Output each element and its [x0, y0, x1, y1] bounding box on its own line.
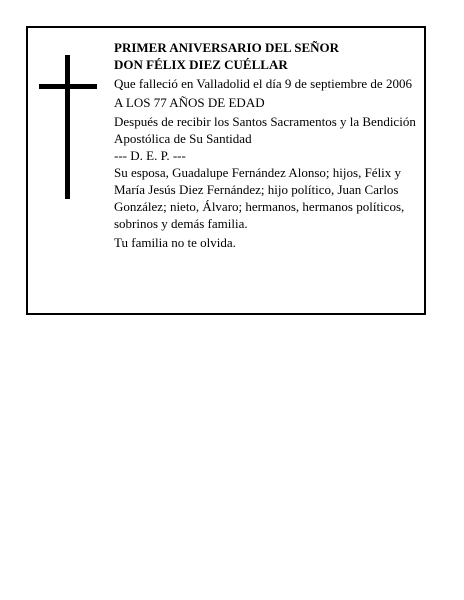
sacraments-line: Después de recibir los Santos Sacramentos y la Bendición Apostólica de Su Santidad — [114, 114, 416, 146]
heading-line-1: PRIMER ANIVERSARIO DEL SEÑOR — [114, 40, 340, 55]
heading-line-2: DON FÉLIX DIEZ CUÉLLAR — [114, 57, 288, 72]
obituary-notice — [26, 26, 426, 315]
family-line: Su esposa, Guadalupe Fernández Alonso; hijos, Félix y María Jesús Diez Fernández; hijo político, Juan Carlos González; nieto, Álvaro; hermanos, hermanos políticos, sobrinos y demás familia. — [114, 165, 405, 231]
notice-text — [114, 39, 424, 251]
closing-line: Tu familia no te olvida. — [114, 235, 236, 250]
cross-icon — [39, 55, 97, 199]
age-line: A LOS 77 AÑOS DE EDAD — [114, 95, 265, 110]
rip-line: --- D. E. P. --- — [114, 148, 186, 163]
death-info: Que falleció en Valladolid el día 9 de septiembre de 2006 — [114, 76, 412, 91]
cross-vertical-bar — [65, 55, 70, 199]
cross-horizontal-bar — [39, 84, 97, 89]
